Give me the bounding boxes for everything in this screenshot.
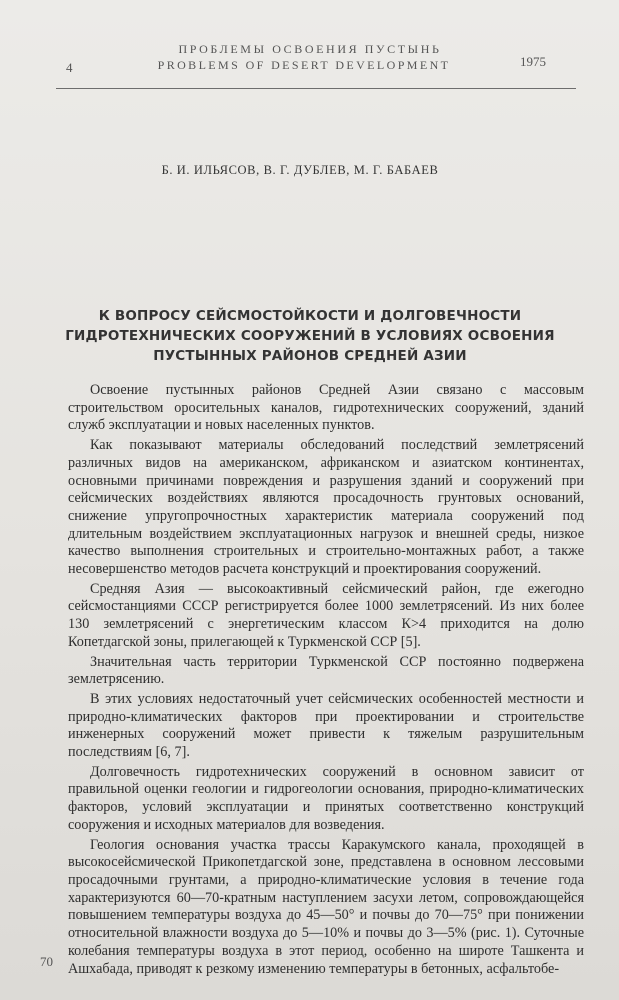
footer-page-number: 70 xyxy=(40,954,53,969)
paragraph: Средняя Азия — высокоактивный сейсмический район, где ежегодно сейсмостанциями СССР регистрируется более 1000 землетрясений. Из них более 130 землетрясений с энергетическим классом К>4 приходится на долю Копетдагской зоны, прилегающей к Туркменской ССР [5]. xyxy=(68,580,584,650)
paragraph: Как показывают материалы обследований последствий землетрясений различных видов на американском, африканском и азиатском континентах, основными причинами повреждения и разрушения зданий и сооружений при сейсмических воздействиях являются просадочность грунтовых оснований, снижение упругопрочностных характеристик материала сооружений под длительным воздействием эксплуатационных нагрузок и внешней среды, низкое качество выполнения строительных и строительно-монтажных работ, а также несовершенство методов расчета конструкций и проектирования сооружений. xyxy=(68,437,584,578)
paragraph: Долговечность гидротехнических сооружений в основном зависит от правильной оценки геологии и гидрогеологии основания, природно-климатических факторов, условий эксплуатации и принятых соответственно конструкций сооружения и исходных материалов для возведения. xyxy=(68,763,584,833)
paragraph: Геология основания участка трассы Каракумского канала, проходящей в высокосейсмической Прикопетдагской зоне, представлена в основном лессовыми просадочными грунтами, а природно-климатические условия в течение года характеризуются 60—70-кратным наступлением засухи летом, сопровождающейся повышением температуры воздуха до 45—50° и почвы до 70—75° при понижении относительной влажности воздуха до 5—10% и почвы до 3—5% (рис. 1). Суточные колебания температуры воздуха в этот период, особенно на широте Ташкента и Ашхабада, приводят к резкому изменению температуры в бетонных, асфальтобе- xyxy=(68,836,584,977)
header-year: 1975 xyxy=(520,54,546,69)
header-page-number: 4 xyxy=(66,60,73,75)
article-title: К ВОПРОСУ СЕЙСМОСТОЙКОСТИ И ДОЛГОВЕЧНОСТИ ГИДРОТЕХНИЧЕСКИХ СООРУЖЕНИЙ В УСЛОВИЯХ ОСВОЕНИЯ ПУСТЫННЫХ РАЙОНОВ СРЕДНЕЙ АЗИИ xyxy=(65,308,555,364)
article-body xyxy=(68,382,584,980)
running-header xyxy=(0,42,619,82)
article-authors: Б. И. ИЛЬЯСОВ, В. Г. ДУБЛЕВ, М. Г. БАБАЕВ xyxy=(161,163,439,177)
paragraph: Значительная часть территории Туркменской ССР постоянно подвержена землетрясению. xyxy=(68,653,584,688)
header-rule xyxy=(56,88,576,89)
journal-title-ru: ПРОБЛЕМЫ ОСВОЕНИЯ ПУСТЫНЬ xyxy=(178,42,442,56)
journal-title-en: PROBLEMS OF DESERT DEVELOPMENT xyxy=(157,58,451,72)
paragraph: Освоение пустынных районов Средней Азии связано с массовым строительством оросительных каналов, гидротехнических сооружений, зданий служб эксплуатации и новых населенных пунктов. xyxy=(68,382,584,434)
paragraph: В этих условиях недостаточный учет сейсмических особенностей местности и природно-климатических факторов при проектировании и строительстве инженерных сооружений может привести к тяжелым разрушительным последствиям [6, 7]. xyxy=(68,690,584,761)
